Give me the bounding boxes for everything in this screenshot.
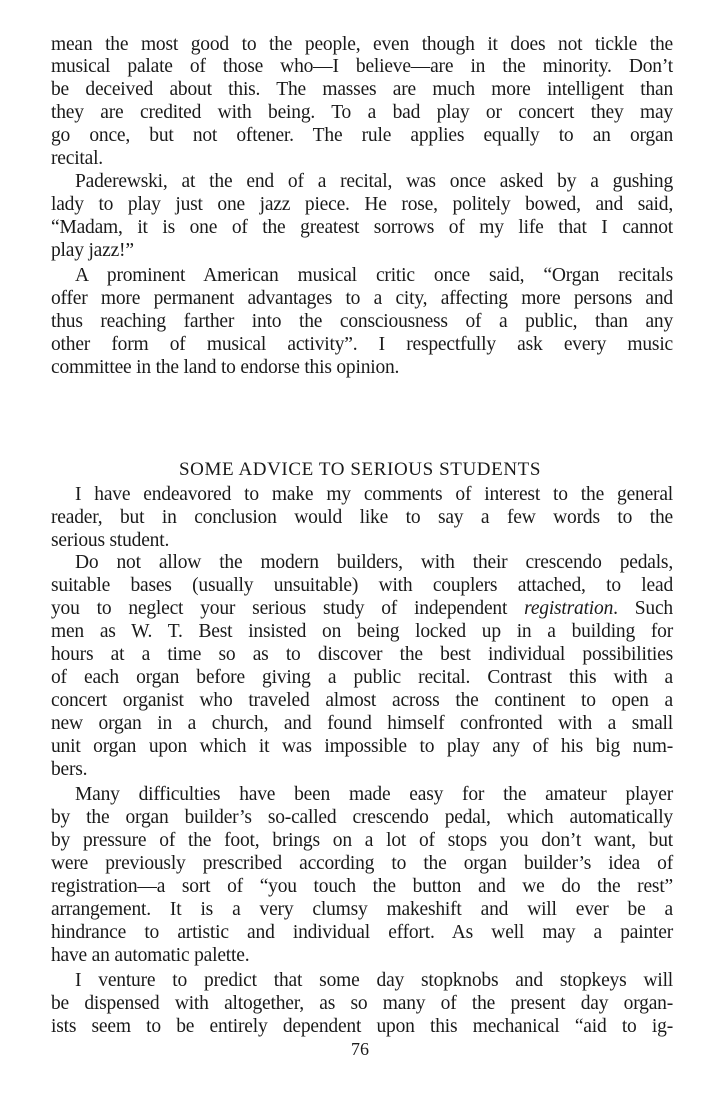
text-line: I venture to predict that some day stopknobs and stopkeys will — [75, 970, 673, 991]
text-line: committee in the land to endorse this opinion. — [51, 357, 400, 378]
text-run: . Such — [613, 598, 673, 619]
text-line: I have endeavored to make my comments of interest to the general — [75, 484, 673, 505]
text-line: men as W. T. Best insisted on being locked up in a building for — [51, 621, 673, 642]
text-line: serious student. — [51, 530, 170, 551]
text-line: unit organ upon which it was impossible to play any of his big num- — [51, 736, 673, 757]
text-line: of each organ before giving a public recital. Contrast this with a — [51, 667, 673, 688]
text-line: Do not allow the modern builders, with their crescendo pedals, — [75, 552, 673, 573]
text-line: bers. — [51, 759, 88, 780]
text-line: ists seem to be entirely dependent upon this mechanical “aid to ig- — [51, 1016, 673, 1037]
text-line: suitable bases (usually unsuitable) with couplers attached, to lead — [51, 575, 673, 596]
page-number: 76 — [351, 1039, 369, 1059]
text-line: new organ in a church, and found himself confronted with a small — [51, 713, 673, 734]
text-line: thus reaching farther into the consciousness of a public, than any — [51, 311, 673, 332]
text-line: concert organist who traveled almost across the continent to open a — [51, 690, 673, 711]
text-line: be dispensed with altogether, as so many of the present day organ- — [51, 993, 673, 1014]
text-line — [51, 598, 673, 620]
text-line: other form of musical activity”. I respectfully ask every music — [51, 334, 673, 355]
text-line: recital. — [51, 148, 103, 169]
text-line: mean the most good to the people, even though it does not tickle the — [51, 34, 673, 55]
text-line: they are credited with being. To a bad play or concert they may — [51, 102, 673, 123]
text-line: reader, but in conclusion would like to say a few words to the — [51, 507, 673, 528]
text-line: “Madam, it is one of the greatest sorrows of my life that I cannot — [51, 217, 673, 238]
text-line: by pressure of the foot, brings on a lot of stops you don’t want, but — [51, 830, 673, 851]
text-line: registration—a sort of “you touch the button and we do the rest” — [51, 876, 673, 897]
text-line: hours at a time so as to discover the best individual possibilities — [51, 644, 673, 665]
text-line: A prominent American musical critic once said, “Organ recitals — [75, 265, 673, 286]
text-line: Many difficulties have been made easy for the amateur player — [75, 784, 673, 805]
text-line: by the organ builder’s so-called crescendo pedal, which automatically — [51, 807, 673, 828]
section-heading: SOME ADVICE TO SERIOUS STUDENTS — [178, 459, 542, 480]
italic-term: registration — [524, 598, 614, 619]
text-line: be deceived about this. The masses are much more intelligent than — [51, 79, 673, 100]
text-line: offer more permanent advantages to a city, affecting more persons and — [51, 288, 673, 309]
text-line: go once, but not oftener. The rule applies equally to an organ — [51, 125, 673, 146]
text-line: musical palate of those who—I believe—are in the minority. Don’t — [51, 56, 673, 77]
text-line: were previously prescribed according to the organ builder’s idea of — [51, 853, 673, 874]
text-line: play jazz!” — [51, 240, 134, 261]
text-run: you to neglect your serious study of independent — [51, 598, 525, 619]
text-line: arrangement. It is a very clumsy makeshift and will ever be a — [51, 899, 673, 920]
text-line: Paderewski, at the end of a recital, was once asked by a gushing — [75, 171, 673, 192]
text-line: hindrance to artistic and individual effort. As well may a painter — [51, 922, 673, 943]
text-line: have an automatic palette. — [51, 945, 250, 966]
text-line: lady to play just one jazz piece. He rose, politely bowed, and said, — [51, 194, 673, 215]
